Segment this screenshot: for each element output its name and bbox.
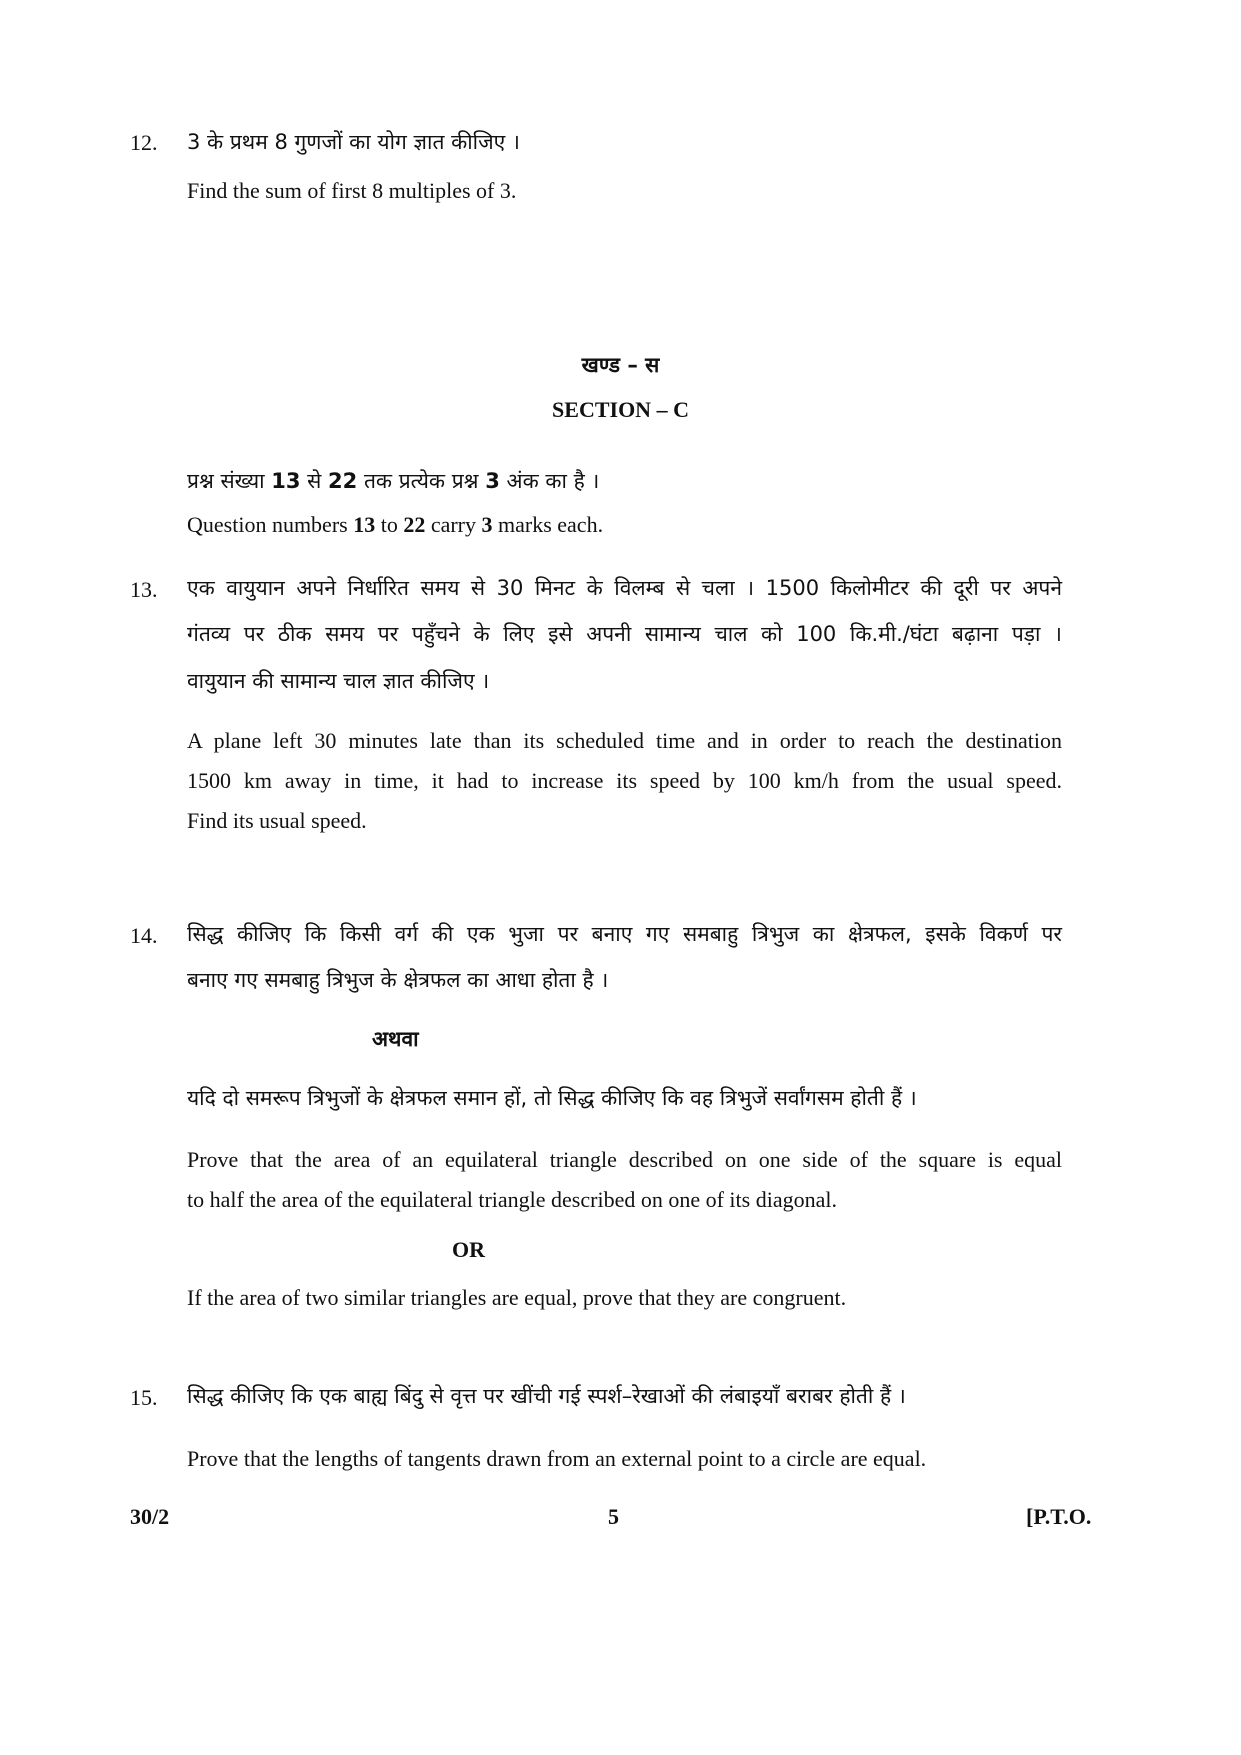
question-14-hindi-line: बनाए गए समबाहु त्रिभुज के क्षेत्रफल का आधा होता है । [187, 968, 609, 992]
section-heading-english: SECTION – C [552, 397, 689, 422]
question-13-hindi-line: गंतव्य पर ठीक समय पर पहुँचने के लिए इसे अपनी सामान्य चाल को 100 कि.मी./घंटा बढ़ाना पड़ा । [187, 622, 1062, 646]
page-number: 5 [608, 1504, 619, 1529]
or-label-hindi: अथवा [372, 1027, 419, 1051]
question-14-english-alternative: If the area of two similar triangles are equal, prove that they are congruent. [187, 1285, 847, 1310]
question-13-english-line: A plane left 30 minutes late than its scheduled time and in order to reach the destination [187, 728, 1062, 753]
please-turn-over: [P.T.O. [1026, 1504, 1092, 1529]
question-14-hindi-line: सिद्ध कीजिए कि किसी वर्ग की एक भुजा पर बनाए गए समबाहु त्रिभुज का क्षेत्रफल, इसके विकर्ण पर [187, 922, 1062, 946]
question-number: 15. [130, 1385, 158, 1410]
question-13-english-line: Find its usual speed. [187, 808, 367, 833]
section-note-english: Question numbers 13 to 22 carry 3 marks each. [187, 512, 604, 537]
paper-code: 30/2 [130, 1504, 170, 1529]
question-14-hindi-alternative: यदि दो समरूप त्रिभुजों के क्षेत्रफल समान हों, तो सिद्ध कीजिए कि वह त्रिभुजें सर्वांगसम होती हैं । [187, 1086, 917, 1110]
question-number: 13. [130, 577, 158, 602]
or-label-english: OR [452, 1237, 485, 1262]
section-heading-hindi: खण्ड – स [581, 353, 660, 377]
question-number: 14. [130, 923, 158, 948]
question-12-hindi: 3 के प्रथम 8 गुणजों का योग ज्ञात कीजिए । [187, 130, 520, 154]
question-number: 12. [130, 130, 158, 155]
question-12-english: Find the sum of first 8 multiples of 3. [187, 178, 517, 203]
question-14-english-line: Prove that the area of an equilateral triangle described on one side of the square is equal [187, 1147, 1062, 1172]
question-13-english-line: 1500 km away in time, it had to increase its speed by 100 km/h from the usual speed. [187, 768, 1062, 793]
question-15-english: Prove that the lengths of tangents drawn from an external point to a circle are equal. [187, 1446, 927, 1471]
question-14-english-line: to half the area of the equilateral triangle described on one of its diagonal. [187, 1187, 837, 1212]
question-13-hindi-line: एक वायुयान अपने निर्धारित समय से 30 मिनट के विलम्ब से चला । 1500 किलोमीटर की दूरी पर अपने [187, 576, 1062, 600]
question-15-hindi: सिद्ध कीजिए कि एक बाह्य बिंदु से वृत्त पर खींची गई स्पर्श–रेखाओं की लंबाइयाँ बराबर होती हैं । [187, 1384, 906, 1408]
section-note-hindi: प्रश्न संख्या 13 से 22 तक प्रत्येक प्रश्न 3 अंक का है । [187, 469, 600, 493]
question-13-hindi-line: वायुयान की सामान्य चाल ज्ञात कीजिए । [187, 669, 490, 693]
